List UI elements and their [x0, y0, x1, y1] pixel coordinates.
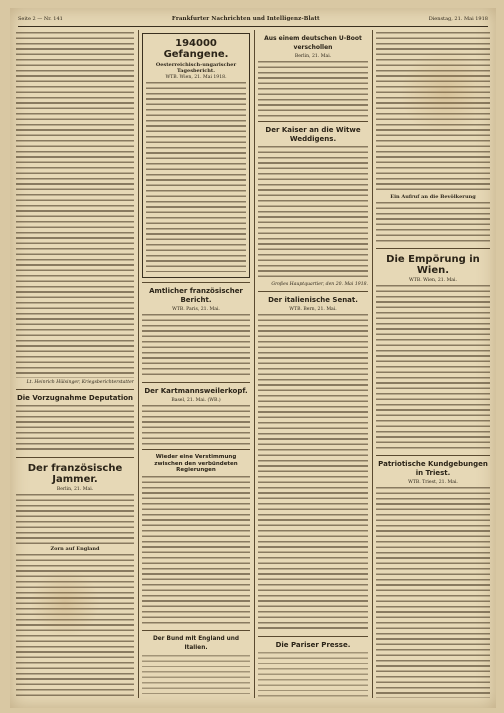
section-divider: [142, 382, 250, 383]
column-rule: [372, 30, 373, 698]
article-heading: Die Empörung in Wien.: [386, 254, 480, 276]
article-heading: Patriotische Kundgebungen in Triest.: [378, 460, 488, 477]
article-body-text: [376, 487, 490, 698]
article-heading: Wieder eine Verstimmung zwischen den verbündeten Regierungen: [154, 454, 238, 473]
article-heading: Der Bund mit England und Italien.: [152, 635, 240, 651]
masthead-page-number: Seite 2 — Nr. 141: [18, 16, 63, 22]
article-body-text: [16, 405, 134, 453]
article-body-text: [258, 61, 368, 117]
article-heading: Der Kartmannsweilerkopf.: [144, 387, 248, 395]
column-rule: [254, 30, 255, 698]
article-subheading: Zorn auf England: [50, 546, 100, 552]
newspaper-page: [10, 8, 496, 708]
masthead: [18, 12, 488, 27]
article-body-text: [142, 476, 250, 626]
article-heading: Aus einem deutschen U-Boot verschollen: [264, 35, 362, 51]
masthead-title: Frankfurter Nachrichten und Intelligenz-Blatt: [171, 16, 320, 22]
article-body-text: [16, 494, 134, 544]
section-divider: [142, 630, 250, 631]
section-divider: [258, 636, 368, 637]
article-body-text: [146, 82, 246, 272]
article-heading: Der italienische Senat.: [268, 296, 358, 304]
article-subheading: Ein Aufruf an die Bevölkerung: [390, 194, 476, 200]
article-dateline: WTB. Triest, 21. Mai.: [408, 480, 458, 485]
article-body-text: [376, 285, 490, 451]
article-body-text: [258, 314, 368, 632]
column-rule: [138, 30, 139, 698]
article-heading: Die Vorzugnahme Deputation: [16, 394, 134, 402]
article-body-text: [16, 32, 134, 378]
masthead-date: Dienstag, 21. Mai 1918: [428, 16, 488, 22]
section-divider: [376, 455, 490, 456]
article-dateline: Berlin, 21. Mai.: [56, 487, 94, 492]
column-2: [142, 30, 250, 698]
article-body-text: [258, 652, 368, 698]
article-signature: Großes Hauptquartier, den 20. Mai 1918.: [271, 282, 368, 287]
section-divider: [258, 291, 368, 292]
article-dateline: WTB. Bern, 21. Mai.: [289, 307, 337, 312]
section-divider: [258, 121, 368, 122]
headline: 194000 Gefangene.: [163, 38, 229, 60]
article-body-text: [142, 314, 250, 378]
section-divider: [142, 282, 250, 283]
article-body-text: [376, 202, 490, 244]
article-body-text: [258, 146, 368, 280]
article-dateline: Berlin, 21. Mai.: [294, 54, 332, 59]
article-dateline: WTB. Paris, 21. Mai.: [172, 307, 220, 312]
column-3: [258, 30, 368, 698]
headline-dateline: WTB. Wien, 21. Mai 1918.: [165, 75, 227, 80]
section-divider: [376, 248, 490, 249]
article-body-text: [142, 405, 250, 445]
paper-stain: [400, 48, 490, 138]
section-divider: [16, 457, 134, 458]
article-dateline: WTB. Wien, 21. Mai.: [409, 278, 457, 283]
paper-stain: [30, 568, 100, 638]
article-body-text: [142, 655, 250, 699]
headline-box: [142, 33, 250, 278]
article-heading: Die Pariser Presse.: [275, 641, 351, 649]
article-heading: Der französische Jammer.: [27, 463, 123, 485]
article-dateline: Basel, 21. Mai. (WB.): [171, 398, 221, 403]
section-divider: [16, 389, 134, 390]
section-divider: [142, 449, 250, 450]
article-signature: Lt. Heinrich Hülsinger, Kriegsberichterstatter: [26, 380, 134, 385]
headline-subhead: Oesterreichisch-ungarischer Tagesbericht.: [155, 62, 237, 74]
article-heading: Der Kaiser an die Witwe Weddigens.: [265, 126, 361, 143]
article-heading: Amtlicher französischer Bericht.: [149, 287, 243, 304]
